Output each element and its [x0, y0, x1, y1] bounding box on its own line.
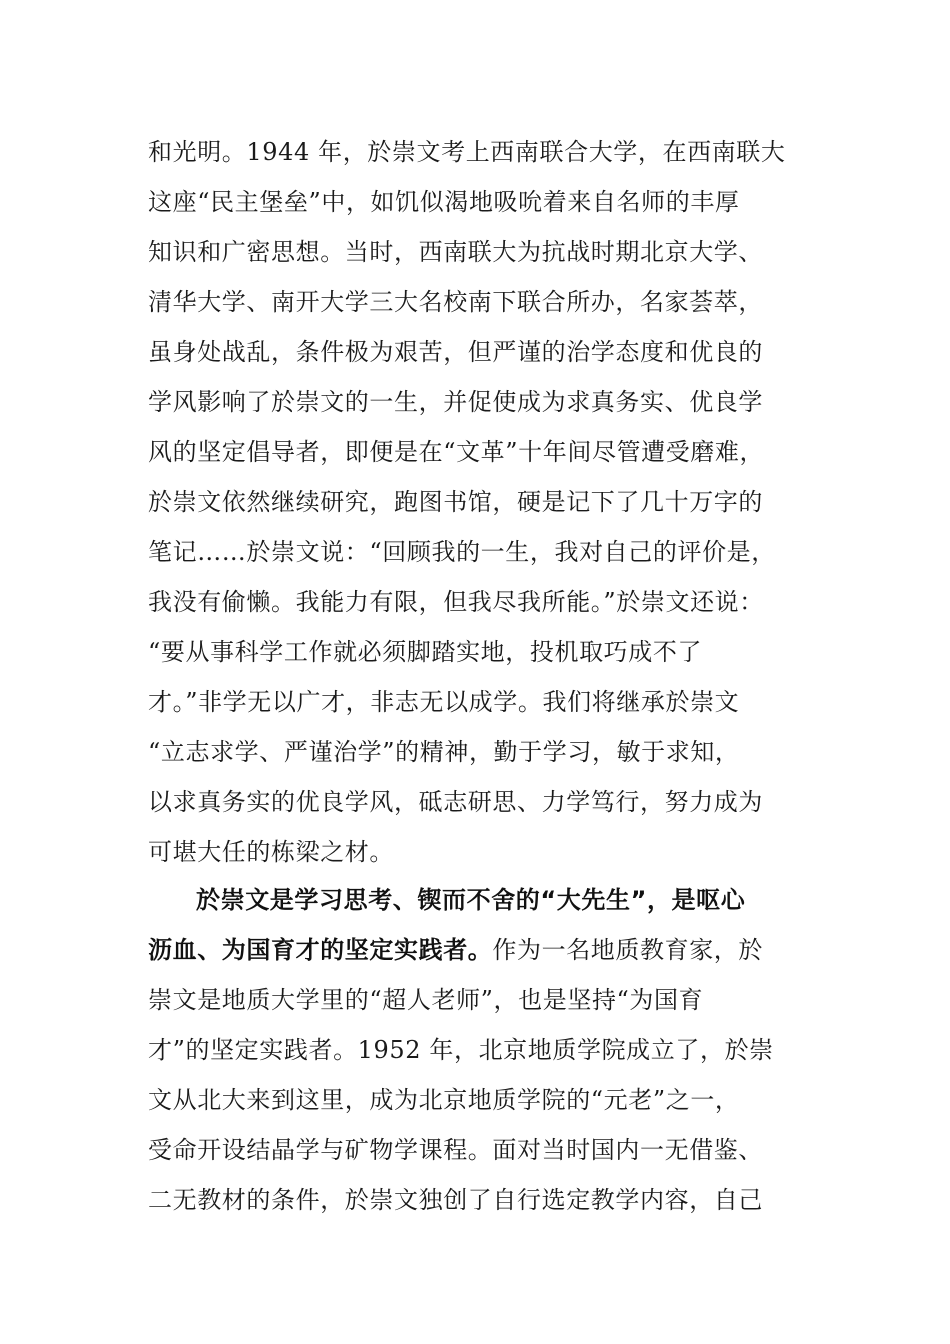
body-text-line: 这座“民主堡垒”中，如饥似渴地吸吮着来自名师的丰厚: [148, 188, 740, 216]
body-text-line: 我没有偷懒。我能力有限，但我尽我所能。”於崇文还说：: [148, 588, 764, 616]
body-text-line: 二无教材的条件，於崇文独创了自行选定教学内容，自己: [148, 1186, 763, 1214]
body-text-line: 清华大学、南开大学三大名校南下联合所办，名家荟萃，: [148, 288, 763, 316]
body-text-line: 於崇文依然继续研究，跑图书馆，硬是记下了几十万字的: [148, 488, 763, 516]
body-text-line: 文从北大来到这里，成为北京地质学院的“元老”之一，: [148, 1086, 740, 1114]
bold-lead-text: 沥血、为国育才的坚定实践者。: [148, 936, 493, 964]
body-text-line: 崇文是地质大学里的“超人老师”，也是坚持“为国育: [148, 986, 704, 1014]
body-text-line: 知识和广密思想。当时，西南联大为抗战时期北京大学、: [148, 238, 763, 266]
body-text-line: 可堪大任的栋梁之材。: [148, 838, 394, 866]
mixed-text-line: [148, 930, 808, 970]
body-text-line: “要从事科学工作就必须脚踏实地，投机取巧成不了: [148, 638, 703, 666]
body-text-line: 笔记……於崇文说：“回顾我的一生，我对自己的评价是，: [148, 538, 776, 566]
body-text-line: 才”的坚定实践者。1952 年，北京地质学院成立了，於崇: [148, 1036, 774, 1064]
bold-lead-line: 於崇文是学习思考、锲而不舍的“大先生”，是呕心: [196, 886, 746, 914]
body-text-span: 作为一名地质教育家，於: [492, 936, 764, 964]
body-text-line: 受命开设结晶学与矿物学课程。面对当时国内一无借鉴、: [148, 1136, 763, 1164]
body-text-line: 学风影响了於崇文的一生，并促使成为求真务实、优良学: [148, 388, 763, 416]
body-text-line: “立志求学、严谨治学”的精神，勤于学习，敏于求知，: [148, 738, 740, 766]
body-text-line: 风的坚定倡导者，即便是在“文革”十年间尽管遭受磨难，: [148, 438, 765, 466]
body-text-line: 以求真务实的优良学风，砥志研思、力学笃行，努力成为: [148, 788, 763, 816]
body-text-line: 和光明。1944 年，於崇文考上西南联合大学，在西南联大: [148, 138, 786, 166]
body-text-line: 才。”非学无以广才，非志无以成学。我们将继承於崇文: [148, 688, 740, 716]
body-text-line: 虽身处战乱，条件极为艰苦，但严谨的治学态度和优良的: [148, 338, 763, 366]
